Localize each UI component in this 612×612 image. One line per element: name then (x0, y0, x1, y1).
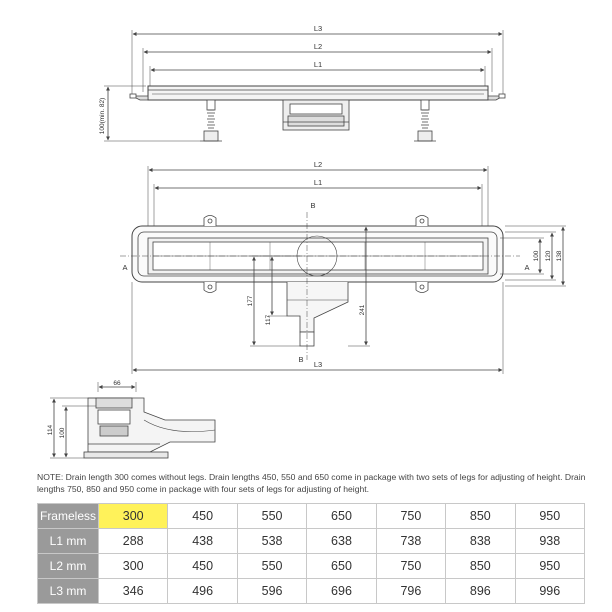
table-row (38, 504, 585, 529)
table-cell: 288 (99, 529, 168, 554)
table-cell: 550 (237, 504, 306, 529)
table-cell: 346 (99, 579, 168, 604)
table-cell: 950 (515, 504, 584, 529)
table-cell: 896 (446, 579, 515, 604)
label-114: 114 (47, 424, 54, 436)
package-note: NOTE: Drain length 300 comes without legs. Drain lengths 450, 550 and 650 come in package with two sets of legs for adjusting of height. Drain lengths 750, 850 and 950 come in package with four sets of legs for adjusting of height. (37, 472, 586, 494)
table-row (38, 529, 585, 554)
table-row (38, 579, 585, 604)
row-header: L3 mm (38, 579, 99, 604)
row-header: Frameless (38, 504, 99, 529)
label-l2-top: L2 (313, 42, 323, 51)
dimension-table (37, 503, 585, 604)
plan-view (120, 166, 566, 374)
section-a-left: A (122, 263, 128, 272)
table-cell: 996 (515, 579, 584, 604)
section-b-bottom: B (298, 355, 304, 364)
table-cell: 750 (376, 554, 445, 579)
table-cell: 650 (307, 554, 376, 579)
label-177: 177 (247, 295, 254, 307)
label-100-side: 100 (59, 427, 66, 439)
table-row (38, 554, 585, 579)
table-cell: 638 (307, 529, 376, 554)
channel-profile (148, 86, 488, 100)
section-a-right: A (524, 263, 530, 272)
table-cell: 496 (168, 579, 237, 604)
table-cell: 796 (376, 579, 445, 604)
elevation-view (104, 30, 505, 141)
label-l3-plan: L3 (313, 360, 323, 369)
label-138: 138 (556, 250, 563, 262)
label-l3-top: L3 (313, 24, 323, 33)
table-cell: 850 (446, 554, 515, 579)
row-header: L2 mm (38, 554, 99, 579)
label-l1-plan: L1 (313, 178, 323, 187)
label-height: 100(min. 82) (99, 97, 106, 135)
table-cell: 950 (515, 554, 584, 579)
table-cell: 850 (446, 504, 515, 529)
table-cell: 938 (515, 529, 584, 554)
label-l2-plan: L2 (313, 160, 323, 169)
label-241: 241 (359, 304, 366, 316)
label-l1-top: L1 (313, 60, 323, 69)
leg-right (414, 100, 436, 141)
table-cell: 750 (376, 504, 445, 529)
table-cell: 450 (168, 504, 237, 529)
label-66: 66 (113, 380, 121, 387)
table-cell: 838 (446, 529, 515, 554)
table-cell: 596 (237, 579, 306, 604)
row-header: L1 mm (38, 529, 99, 554)
table-cell: 438 (168, 529, 237, 554)
table-cell: 738 (376, 529, 445, 554)
section-b-top: B (310, 201, 316, 210)
table-cell: 538 (237, 529, 306, 554)
leg-left (200, 100, 222, 141)
label-120: 120 (545, 250, 552, 262)
label-100: 100 (533, 250, 540, 262)
label-117: 117 (265, 314, 272, 326)
table-cell: 696 (307, 579, 376, 604)
table-cell: 300 (99, 554, 168, 579)
table-cell: 550 (237, 554, 306, 579)
table-cell: 450 (168, 554, 237, 579)
side-view (50, 382, 215, 458)
highlighted-cell: 300 (99, 504, 168, 529)
table-cell: 650 (307, 504, 376, 529)
